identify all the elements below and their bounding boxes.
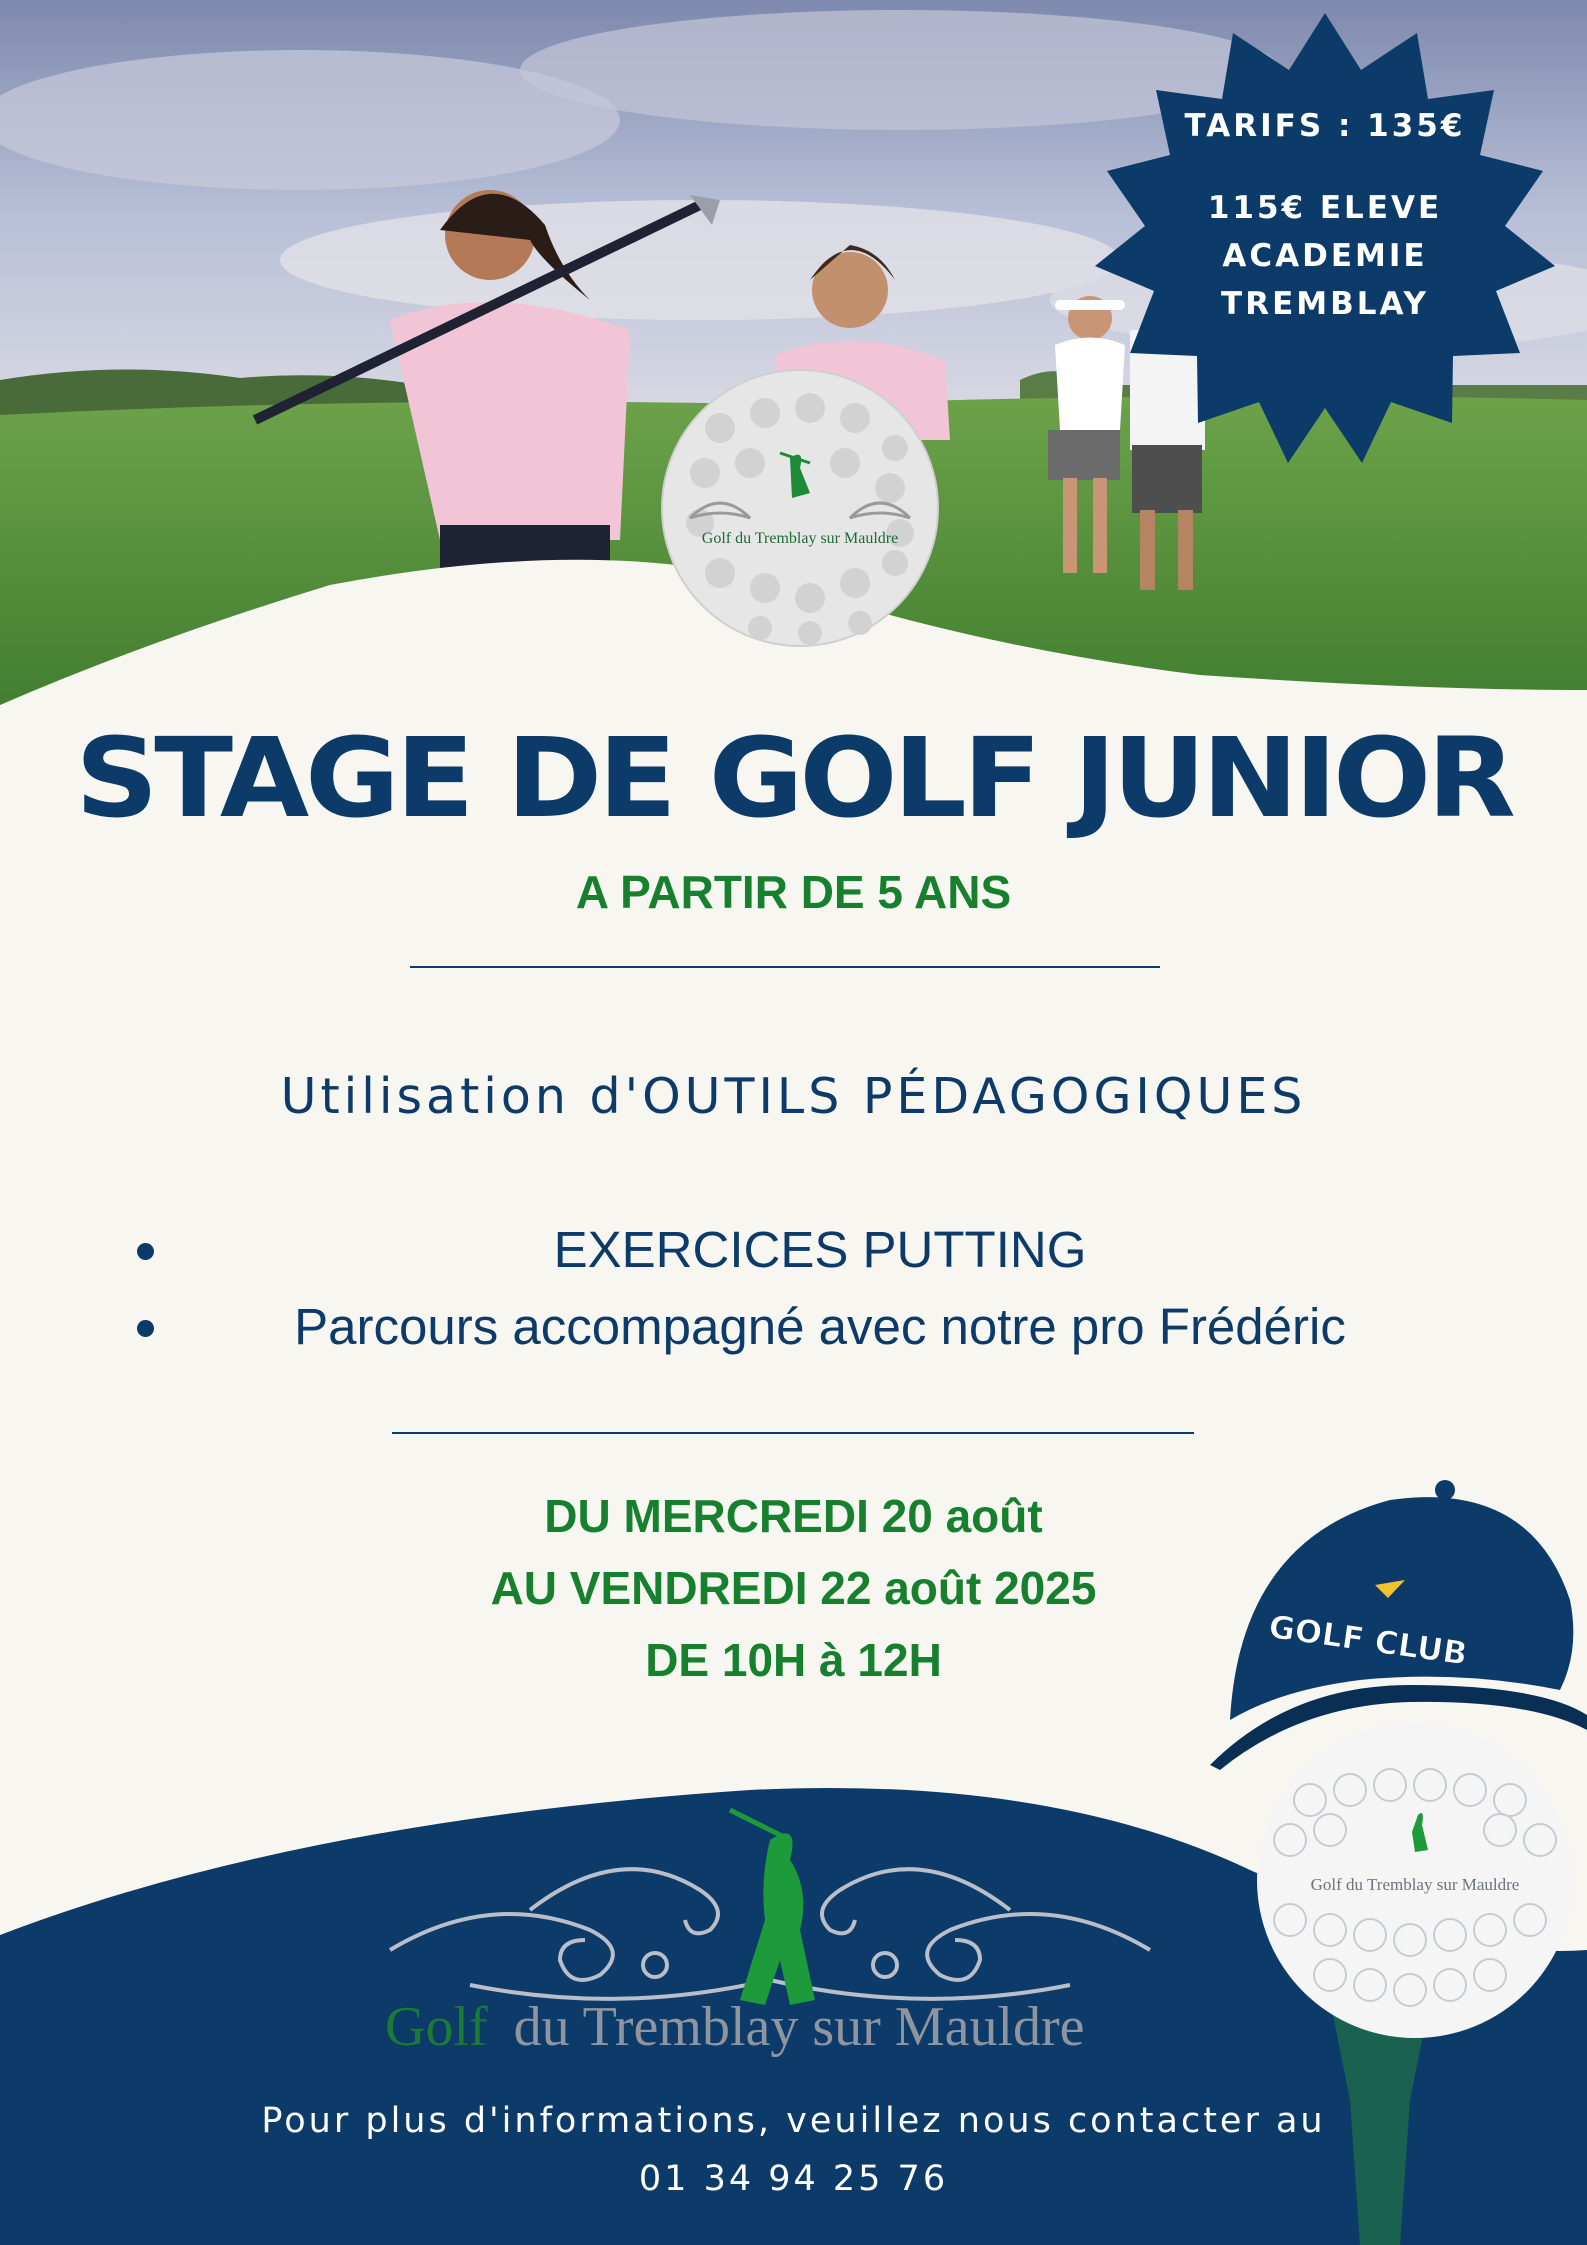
contact-phone[interactable]: 01 34 94 25 76 <box>638 2159 949 2199</box>
academy-label-2: TREMBLAY <box>1221 286 1429 322</box>
student-price-label: 115€ ELEVE <box>1207 190 1443 226</box>
header-golf-ball-logo <box>660 368 940 648</box>
tools-line: Utilisation d'OUTILS PÉDAGOGIQUES <box>280 1068 1307 1125</box>
footer-club-logo <box>370 1800 1170 2060</box>
date-line-1: DU MERCREDI 20 août <box>544 1490 1043 1542</box>
page-title: STAGE DE GOLF JUNIOR <box>75 714 1512 842</box>
header-logo-text: Golf du Tremblay sur Mauldre <box>701 530 899 547</box>
contact-block <box>0 2092 1587 2208</box>
cap-logo-text: GOLF CLUB <box>1266 1607 1470 1673</box>
ball-logo-text: Golf du Tremblay sur Mauldre <box>1310 1875 1520 1894</box>
contact-text: Pour plus d'informations, veuillez nous contacter au <box>261 2101 1326 2141</box>
academy-label-1: ACADEMIE <box>1222 238 1428 274</box>
activity-item-1: EXERCICES PUTTING <box>553 1221 1087 1278</box>
footer-logo-word-2: du Tremblay sur Mauldre <box>513 1996 1085 2058</box>
date-line-2: AU VENDREDI 22 août 2025 <box>490 1562 1097 1614</box>
divider-bottom <box>392 1432 1194 1434</box>
footer-logo-word-1: Golf <box>385 1996 488 2058</box>
footer-logo-text <box>385 1996 1085 2058</box>
age-subtitle: A PARTIR DE 5 ANS <box>575 866 1012 918</box>
price-label: TARIFS : 135€ <box>1184 108 1466 144</box>
divider-top <box>410 966 1160 968</box>
activity-item-2: Parcours accompagné avec notre pro Frédéric <box>294 1298 1346 1355</box>
time-line: DE 10H à 12H <box>645 1634 942 1686</box>
price-badge-text <box>1095 102 1555 328</box>
